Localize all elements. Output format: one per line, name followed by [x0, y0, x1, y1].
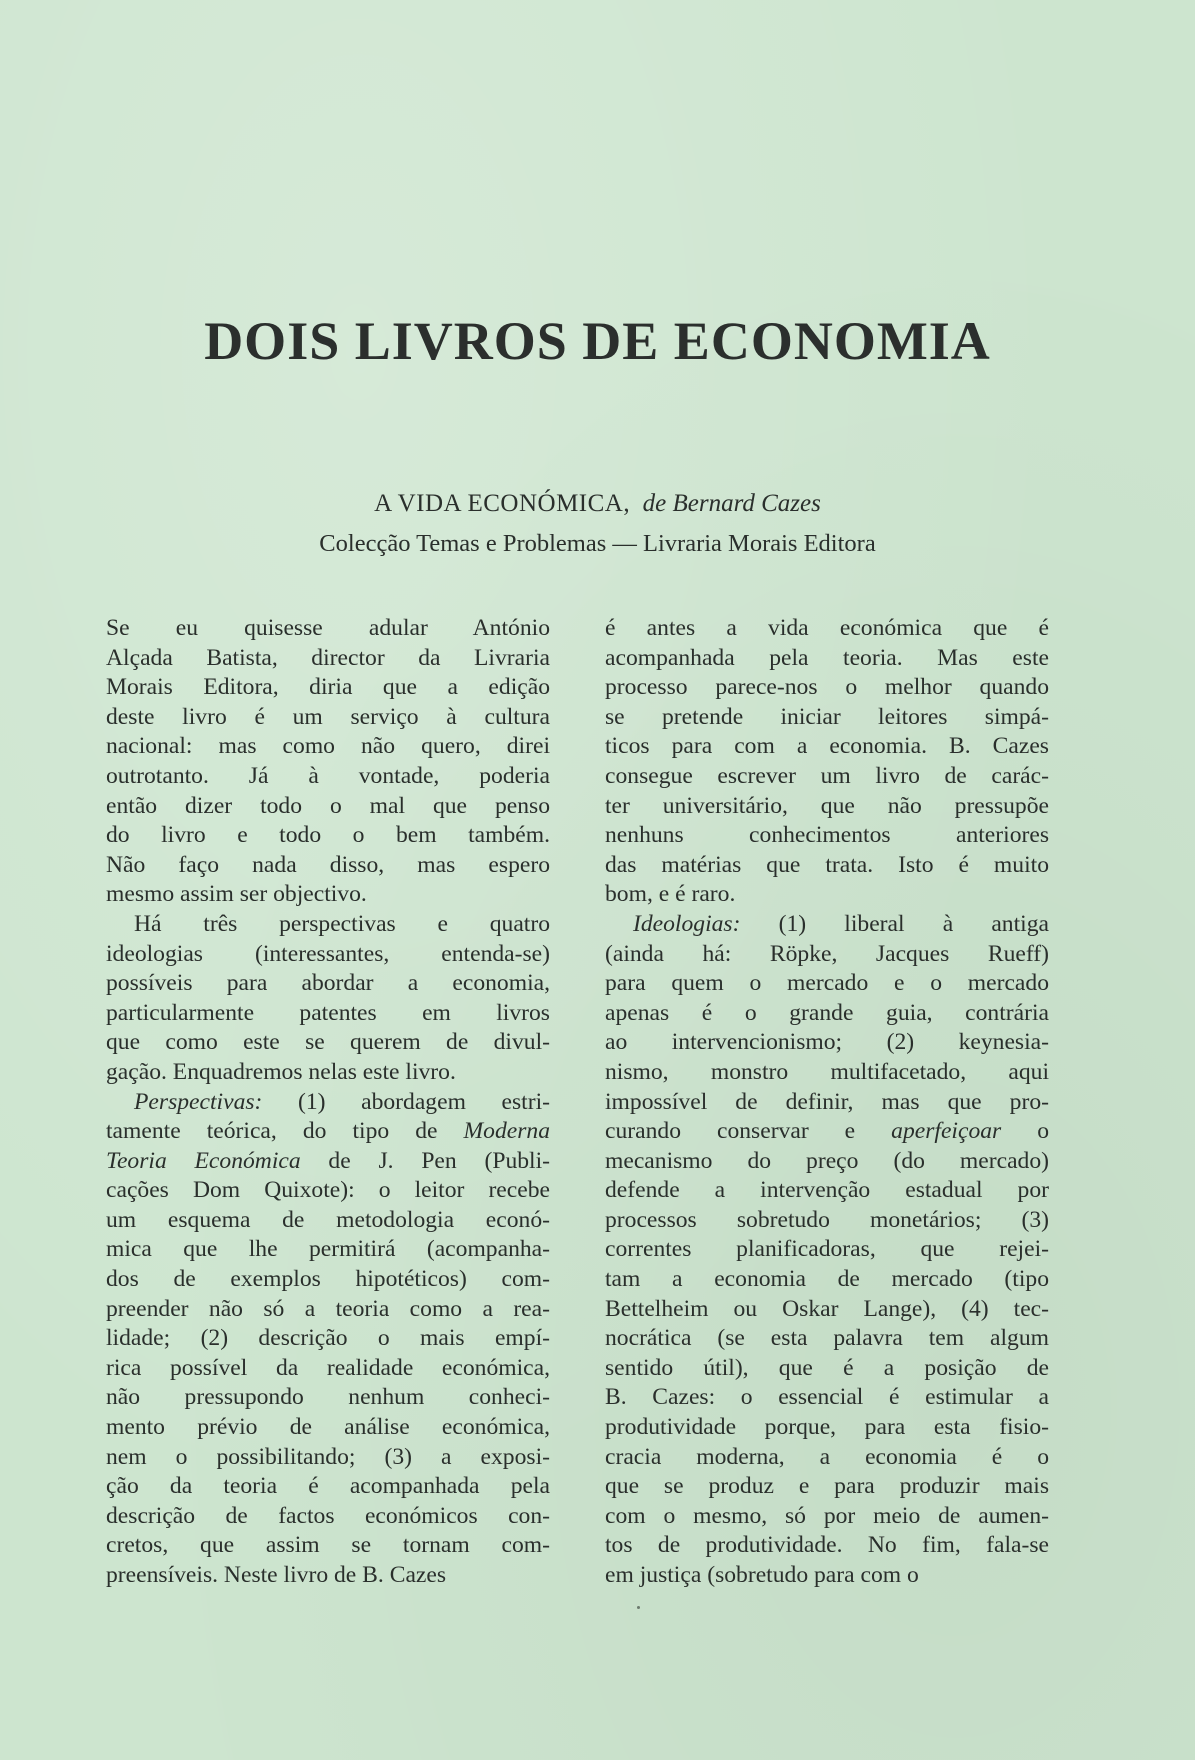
author-by: de — [642, 490, 667, 517]
text-line: em justiça (sobretudo para com o — [605, 1562, 919, 1588]
text-line: (ainda há: Röpke, Jacques Rueff) — [605, 940, 1049, 967]
text-line: que como este se querem de divul- — [106, 1029, 550, 1056]
text-line: tam a economia de mercado (tipo — [605, 1266, 1049, 1293]
text-line: apenas é o grande guia, contrária — [605, 999, 1049, 1026]
text-line: um esquema de metodologia econó- — [106, 1206, 550, 1233]
text-line: mesmo assim ser objectivo. — [106, 881, 367, 908]
text-line: dos de exemplos hipotéticos) com- — [106, 1266, 550, 1293]
text-line: Alçada Batista, director da Livraria — [106, 644, 550, 671]
book-heading — [0, 490, 1195, 518]
text-line: Não faço nada disso, mas espero — [106, 851, 550, 878]
text-line: Teoria Económica de J. Pen (Publi- — [106, 1147, 551, 1174]
text-line: preensíveis. Neste livro de B. Cazes — [106, 1562, 447, 1588]
text-line: cações Dom Quixote): o leitor recebe — [106, 1177, 550, 1204]
text-line: ao intervencionismo; (2) keynesia- — [605, 1029, 1049, 1056]
text-line: Há três perspectivas e quatro — [134, 910, 550, 937]
text-line: impossível de definir, mas que pro- — [605, 1088, 1049, 1115]
author-prefix — [636, 490, 672, 517]
text-line: que se produz e para produzir mais — [605, 1473, 1049, 1500]
book-title: A VIDA ECONÓMICA, — [374, 490, 631, 517]
text-line: consegue escrever um livro de carác- — [605, 762, 1049, 789]
text-line: acompanhada pela teoria. Mas este — [605, 644, 1049, 671]
text-line: bom, e é raro. — [605, 881, 736, 908]
text-line: deste livro é um serviço à cultura — [106, 703, 550, 730]
text-line: gação. Enquadremos nelas este livro. — [106, 1058, 456, 1085]
book-author: Bernard Cazes — [672, 490, 821, 517]
text-line: possíveis para abordar a economia, — [106, 970, 550, 997]
text-line: ter universitário, que não pressupõe — [605, 792, 1049, 819]
text-line: descrição de factos económicos con- — [106, 1502, 550, 1529]
text-line: mento prévio de análise económica, — [106, 1414, 550, 1441]
text-line: cretos, que assim se tornam com- — [106, 1532, 550, 1559]
text-line: tos de produtividade. No fim, fala-se — [605, 1532, 1049, 1559]
text-line: correntes planificadoras, que rejei- — [605, 1236, 1049, 1263]
right-column — [605, 614, 1049, 1591]
text-line: Perspectivas: (1) abordagem estri- — [134, 1088, 550, 1115]
text-line: do livro e todo o bem também. — [106, 822, 550, 849]
text-line: então dizer todo o mal que penso — [106, 792, 550, 819]
text-line: processo parece-nos o melhor quando — [605, 674, 1049, 701]
text-line: outrotanto. Já à vontade, poderia — [106, 762, 550, 789]
text-line: mecanismo do preço (do mercado) — [605, 1147, 1049, 1174]
text-line: Se eu quisesse adular António — [106, 615, 550, 641]
text-line: Ideologias: (1) liberal à antiga — [633, 910, 1049, 937]
text-line: para quem o mercado e o mercado — [605, 970, 1049, 997]
text-line: nacional: mas como não quero, direi — [106, 733, 550, 760]
book-collection: Colecção Temas e Problemas — Livraria Morais Editora — [319, 530, 876, 557]
left-column — [106, 614, 550, 1591]
text-line: com o mesmo, só por meio de aumen- — [605, 1502, 1049, 1529]
text-line: sentido útil), que é a posição de — [605, 1354, 1049, 1381]
text-line: curando conservar e aperfeiçoar o — [605, 1118, 1050, 1145]
text-line: particularmente patentes em livros — [106, 999, 550, 1026]
text-line: não pressupondo nenhum conheci- — [106, 1384, 550, 1411]
ink-speck — [637, 1606, 640, 1609]
text-line: é antes a vida económica que é — [605, 615, 1049, 641]
text-line: lidade; (2) descrição o mais empí- — [106, 1325, 550, 1352]
text-line: nenhuns conhecimentos anteriores — [605, 822, 1049, 849]
text-line: Bettelheim ou Oskar Lange), (4) tec- — [605, 1295, 1049, 1322]
text-line: ticos para com a economia. B. Cazes — [605, 733, 1049, 760]
text-line: processos sobretudo monetários; (3) — [605, 1206, 1049, 1233]
text-line: das matérias que trata. Isto é muito — [605, 851, 1049, 878]
text-line: nem o possibilitando; (3) a exposi- — [106, 1443, 550, 1470]
text-line: Morais Editora, diria que a edição — [106, 674, 550, 701]
text-line: rica possível da realidade económica, — [106, 1354, 550, 1381]
text-line: B. Cazes: o essencial é estimular a — [605, 1384, 1049, 1411]
text-line: ção da teoria é acompanhada pela — [106, 1473, 550, 1500]
article-title: DOIS LIVROS DE ECONOMIA — [204, 311, 991, 371]
text-line: se pretende iniciar leitores simpá- — [605, 703, 1049, 730]
text-line: preender não só a teoria como a rea- — [106, 1295, 550, 1322]
text-line: produtividade porque, para esta fisio- — [605, 1414, 1049, 1441]
text-line: nismo, monstro multifacetado, aqui — [605, 1058, 1049, 1085]
text-line: nocrática (se esta palavra tem algum — [605, 1325, 1049, 1352]
text-line: tamente teórica, do tipo de Moderna — [106, 1118, 550, 1145]
text-line: cracia moderna, a economia é o — [605, 1443, 1049, 1470]
text-line: mica que lhe permitirá (acompanha- — [106, 1236, 550, 1263]
text-line: defende a intervenção estadual por — [605, 1177, 1049, 1204]
text-line: ideologias (interessantes, entenda-se) — [106, 940, 550, 967]
